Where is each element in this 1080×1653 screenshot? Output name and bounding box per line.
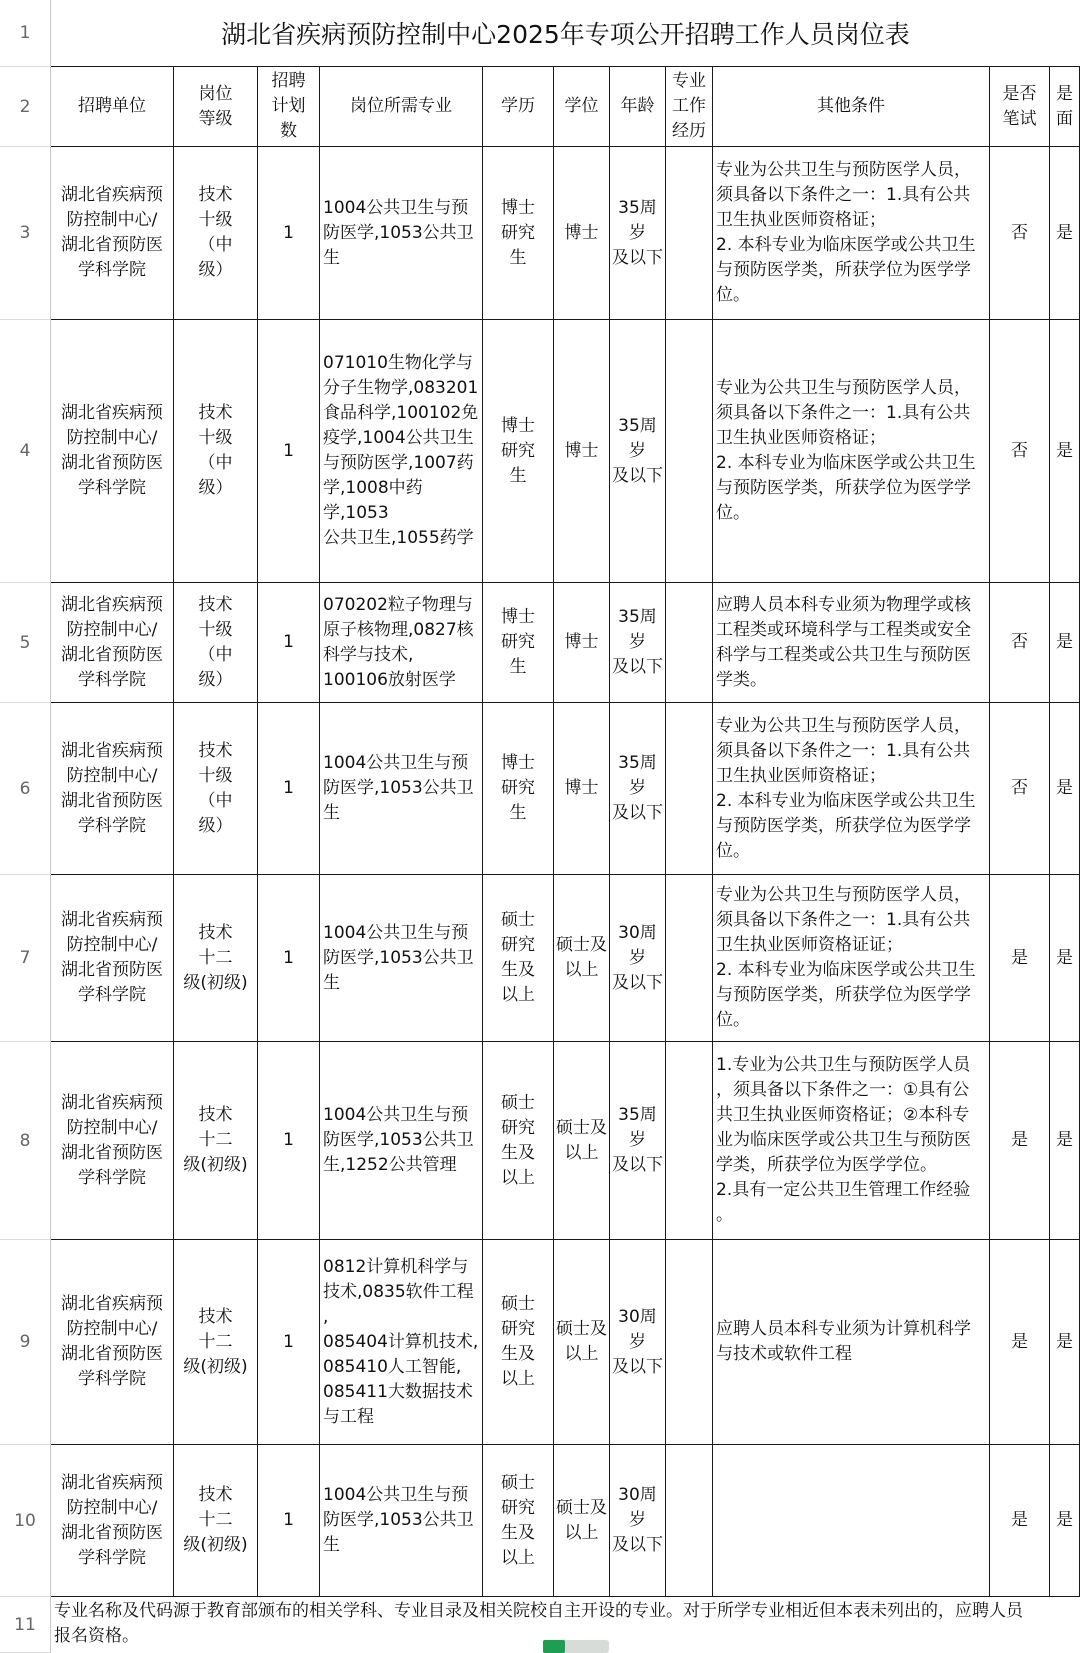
table-cell-level[interactable] [174,1240,258,1445]
cell-text-interview: 是 [1056,440,1073,461]
table-cell-edu[interactable] [483,875,554,1042]
row-number[interactable]: 1 [0,0,51,67]
cell-text-other: 应聘人员本科专业须为计算机科学 与技术或软件工程 [716,1319,971,1364]
cell-text-degree: 硕士及 以上 [556,1117,607,1163]
cell-text-level: 技术 十二 级(初级) [183,1105,248,1175]
cell-text-age: 35周 岁 及以下 [612,753,663,823]
table-cell-written[interactable] [990,583,1050,703]
cell-text-interview: 是 [1056,947,1073,968]
table-cell-written[interactable] [990,147,1050,320]
table-cell-count[interactable] [258,703,320,875]
header-cell[interactable] [713,67,990,147]
table-cell-age[interactable] [610,1240,666,1445]
table-cell-edu[interactable] [483,1240,554,1445]
cell-text-written: 是 [1011,1130,1028,1150]
cell-text-level: 技术 十级 （中 级） [198,185,233,280]
cell-text-count: 1 [283,1510,294,1530]
cell-text-unit: 湖北省疾病预 防控制中心/ 湖北省预防医 学科学院 [61,403,163,498]
cell-text-count: 1 [283,632,294,652]
table-cell-unit[interactable] [51,320,174,583]
footnote: 专业名称及代码源于教育部颁布的相关学科、专业目录及相关院校自主开设的专业。对于所学专业相近但本表未列出的，应聘人员 报名资格。 [54,1601,1023,1646]
cell-text-other: 专业为公共卫生与预防医学人员， 须具备以下条件之一：1.具有公共 卫生执业医师资格证； 2. 本科专业为临床医学或公共卫生 与预防医学类，所获学位为医学学 位。 [716,160,976,305]
page-title: 湖北省疾病预防控制中心2025年专项公开招聘工作人员岗位表 [51,0,1080,67]
table-cell-major[interactable] [320,703,483,875]
cell-text-major: 1004公共卫生与预 防医学,1053公共卫 生 [323,922,474,993]
table-cell-degree[interactable] [554,875,610,1042]
header-label: 其他条件 [817,96,885,116]
header-label: 招聘单位 [78,96,146,116]
header-label: 岗位 等级 [198,83,233,129]
cell-text-written: 否 [1011,440,1028,461]
cell-text-level: 技术 十二 级(初级) [183,922,248,993]
cell-text-interview: 是 [1056,632,1073,652]
cell-text-unit: 湖北省疾病预 防控制中心/ 湖北省预防医 学科学院 [61,1092,163,1188]
cell-text-interview: 是 [1056,778,1073,798]
table-cell-age[interactable] [610,1042,666,1240]
table-cell-major[interactable] [320,147,483,320]
table-cell-count[interactable] [258,147,320,320]
cell-text-major: 1004公共卫生与预 防医学,1053公共卫 生 [323,1485,474,1555]
table-cell-written[interactable] [990,1042,1050,1240]
table-cell-other[interactable] [713,1042,990,1240]
cell-text-age: 35周 岁 及以下 [612,607,663,677]
table-cell-written[interactable] [990,1445,1050,1597]
cell-text-edu: 硕士 研究 生及 以上 [501,1472,535,1568]
table-cell-other[interactable] [713,147,990,320]
table-cell-other[interactable] [713,320,990,583]
cell-text-interview: 是 [1056,1510,1073,1530]
table-cell-unit[interactable] [51,1445,174,1597]
cell-text-age: 30周 岁 及以下 [612,1485,663,1555]
table-cell-level[interactable] [174,583,258,703]
header-label: 是 面 [1056,83,1073,129]
table-cell-degree[interactable] [554,1240,610,1445]
cell-text-degree: 博士 [564,440,599,461]
table-cell-level[interactable] [174,320,258,583]
cell-text-written: 是 [1011,1331,1028,1352]
cell-text-level: 技术 十级 （中 级） [198,403,233,498]
cell-text-degree: 硕士及 以上 [556,1497,607,1543]
table-cell-other[interactable] [713,1240,990,1445]
cell-text-major: 1004公共卫生与预 防医学,1053公共卫 生 [323,753,474,823]
cell-text-interview: 是 [1056,1130,1073,1150]
table-cell-degree[interactable] [554,703,610,875]
table-cell-other[interactable] [713,875,990,1042]
row-number[interactable]: 10 [0,1445,51,1597]
table-cell-edu[interactable] [483,1042,554,1240]
table-cell-interview[interactable] [1050,147,1080,320]
cell-text-major: 070202粒子物理与 原子核物理,0827核 科学与技术, 100106放射医学 [323,594,474,690]
cell-text-other: 应聘人员本科专业须为物理学或核 工程类或环境科学与工程类或安全 科学与工程类或公共卫生与预防医 学类。 [716,594,971,690]
header-cell[interactable] [483,67,554,147]
cell-text-age: 35周 岁 及以下 [612,415,663,486]
table-cell-level[interactable] [174,147,258,320]
cell-text-count: 1 [283,1331,294,1352]
cell-text-other: 专业为公共卫生与预防医学人员， 须具备以下条件之一：1.具有公共 卫生执业医师资格证证； 2. 本科专业为临床医学或公共卫生 与预防医学类，所获学位为医学学 位。 [716,885,976,1030]
table-cell-count[interactable] [258,875,320,1042]
row-number[interactable]: 6 [0,703,51,875]
table-cell-exp[interactable] [666,147,713,320]
cell-text-age: 35周 岁 及以下 [612,1105,663,1175]
cell-text-degree: 博士 [564,632,599,652]
table-cell-unit[interactable] [51,583,174,703]
table-cell-age[interactable] [610,583,666,703]
table-cell-major[interactable] [320,1042,483,1240]
table-cell-other[interactable] [713,583,990,703]
table-cell-unit[interactable] [51,875,174,1042]
header-label: 招聘 计划 数 [271,71,306,141]
table-cell-exp[interactable] [666,1042,713,1240]
row-number[interactable]: 9 [0,1240,51,1445]
table-cell-exp[interactable] [666,583,713,703]
table-cell-exp[interactable] [666,1240,713,1445]
cell-text-major: 1004公共卫生与预 防医学,1053公共卫 生 [323,197,474,268]
table-cell-degree[interactable] [554,320,610,583]
cell-text-degree: 硕士及 以上 [556,935,607,980]
table-cell-count[interactable] [258,1042,320,1240]
table-cell-edu[interactable] [483,1445,554,1597]
cell-text-edu: 硕士 研究 生及 以上 [501,1092,535,1188]
table-cell-unit[interactable] [51,147,174,320]
cell-text-interview: 是 [1056,222,1073,243]
cell-text-degree: 博士 [564,778,599,798]
cell-text-edu: 博士 研究 生 [501,607,535,677]
cell-text-count: 1 [283,947,294,968]
cell-text-level: 技术 十二 级(初级) [183,1485,248,1555]
row-number[interactable]: 2 [0,67,51,147]
table-cell-age[interactable] [610,703,666,875]
table-cell-major[interactable] [320,320,483,583]
header-cell[interactable] [174,67,258,147]
header-label: 学位 [564,96,599,116]
row-number[interactable]: 5 [0,583,51,703]
cell-text-degree: 博士 [564,222,599,243]
cell-text-unit: 湖北省疾病预 防控制中心/ 湖北省预防医 学科学院 [61,740,163,836]
cell-text-count: 1 [283,778,294,798]
table-cell-major[interactable] [320,1445,483,1597]
table-cell-other[interactable] [713,1445,990,1597]
cell-text-unit: 湖北省疾病预 防控制中心/ 湖北省预防医 学科学院 [61,1294,163,1389]
table-cell-exp[interactable] [666,320,713,583]
row-number[interactable]: 11 [0,1597,51,1653]
cell-text-other: 1.专业为公共卫生与预防医学人员 ，须具备以下条件之一：①具有公 共卫生执业医师资格证；②本科专 业为临床医学或公共卫生与预防医 学类，所获学位为医学学位。 2.具有一定公共卫生管理工作经验 。 [716,1055,971,1225]
cell-text-major: 0812计算机科学与 技术,0835软件工程 , 085404计算机技术, 085410人工智能, 085411大数据技术 与工程 [323,1256,479,1427]
table-cell-interview[interactable] [1050,583,1080,703]
header-label: 专业 工作 经历 [672,71,706,141]
table-cell-level[interactable] [174,703,258,875]
table-cell-level[interactable] [174,875,258,1042]
cell-text-unit: 湖北省疾病预 防控制中心/ 湖北省预防医 学科学院 [61,1472,163,1568]
table-cell-level[interactable] [174,1445,258,1597]
table-cell-edu[interactable] [483,320,554,583]
header-label: 年龄 [620,96,655,116]
table-cell-count[interactable] [258,320,320,583]
header-label: 岗位所需专业 [350,96,452,116]
cell-text-major: 1004公共卫生与预 防医学,1053公共卫 生,1252公共管理 [323,1105,474,1175]
table-cell-count[interactable] [258,583,320,703]
row-number[interactable]: 8 [0,1042,51,1240]
table-cell-degree[interactable] [554,147,610,320]
table-cell-written[interactable] [990,1240,1050,1445]
cell-text-level: 技术 十级 （中 级） [198,740,233,836]
row-number[interactable]: 4 [0,320,51,583]
sheet-tab-active-indicator [543,1640,565,1653]
cell-text-count: 1 [283,440,294,461]
table-cell-unit[interactable] [51,1240,174,1445]
cell-text-other: 专业为公共卫生与预防医学人员， 须具备以下条件之一：1.具有公共 卫生执业医师资格证； 2. 本科专业为临床医学或公共卫生 与预防医学类，所获学位为医学学 位。 [716,378,976,523]
cell-text-unit: 湖北省疾病预 防控制中心/ 湖北省预防医 学科学院 [61,594,163,690]
table-cell-unit[interactable] [51,703,174,875]
table-cell-major[interactable] [320,875,483,1042]
table-cell-exp[interactable] [666,703,713,875]
table-cell-age[interactable] [610,320,666,583]
table-cell-interview[interactable] [1050,1042,1080,1240]
table-cell-degree[interactable] [554,1445,610,1597]
cell-text-edu: 博士 研究 生 [501,197,535,268]
cell-text-age: 35周 岁 及以下 [612,197,663,268]
table-cell-major[interactable] [320,583,483,703]
header-cell[interactable] [990,67,1050,147]
cell-text-count: 1 [283,1130,294,1150]
cell-text-degree: 硕士及 以上 [556,1319,607,1364]
table-cell-degree[interactable] [554,1042,610,1240]
cell-text-major: 071010生物化学与 分子生物学,083201 食品科学,100102免 疫学,1004公共卫生 与预防医学,1007药 学,1008中药学,1053 公共卫生,1055药学 [323,353,479,548]
cell-text-written: 否 [1011,222,1028,243]
header-cell[interactable] [1050,67,1080,147]
table-cell-interview[interactable] [1050,703,1080,875]
cell-text-count: 1 [283,222,294,243]
table-cell-unit[interactable] [51,1042,174,1240]
header-cell[interactable] [258,67,320,147]
cell-text-other: 专业为公共卫生与预防医学人员， 须具备以下条件之一：1.具有公共 卫生执业医师资格证； 2. 本科专业为临床医学或公共卫生 与预防医学类，所获学位为医学学 位。 [716,715,976,861]
header-cell[interactable] [554,67,610,147]
table-cell-age[interactable] [610,1445,666,1597]
table-cell-exp[interactable] [666,875,713,1042]
cell-text-edu: 博士 研究 生 [501,415,535,486]
table-cell-written[interactable] [990,703,1050,875]
table-cell-edu[interactable] [483,583,554,703]
cell-text-edu: 硕士 研究 生及 以上 [501,1294,535,1389]
table-cell-interview[interactable] [1050,320,1080,583]
table-cell-interview[interactable] [1050,1445,1080,1597]
header-label: 是否 笔试 [1002,83,1037,129]
cell-text-written: 否 [1011,778,1028,798]
table-cell-age[interactable] [610,147,666,320]
cell-text-written: 否 [1011,632,1028,652]
table-cell-interview[interactable] [1050,875,1080,1042]
table-cell-exp[interactable] [666,1445,713,1597]
cell-text-written: 是 [1011,947,1028,968]
row-number[interactable]: 7 [0,875,51,1042]
cell-text-unit: 湖北省疾病预 防控制中心/ 湖北省预防医 学科学院 [61,910,163,1005]
cell-text-age: 30周 岁 及以下 [612,922,663,993]
cell-text-interview: 是 [1056,1331,1073,1352]
table-cell-age[interactable] [610,875,666,1042]
table-cell-edu[interactable] [483,703,554,875]
table-cell-written[interactable] [990,875,1050,1042]
header-cell[interactable] [610,67,666,147]
row-number[interactable]: 3 [0,147,51,320]
table-cell-count[interactable] [258,1240,320,1445]
header-cell[interactable] [51,67,174,147]
table-cell-other[interactable] [713,703,990,875]
cell-text-unit: 湖北省疾病预 防控制中心/ 湖北省预防医 学科学院 [61,185,163,280]
cell-text-edu: 硕士 研究 生及 以上 [501,910,535,1005]
cell-text-written: 是 [1011,1510,1028,1530]
table-cell-degree[interactable] [554,583,610,703]
cell-text-edu: 博士 研究 生 [501,753,535,823]
header-cell[interactable] [666,67,713,147]
table-cell-written[interactable] [990,320,1050,583]
table-cell-edu[interactable] [483,147,554,320]
table-cell-major[interactable] [320,1240,483,1445]
cell-text-level: 技术 十二 级(初级) [183,1306,248,1377]
table-cell-interview[interactable] [1050,1240,1080,1445]
table-cell-level[interactable] [174,1042,258,1240]
header-cell[interactable] [320,67,483,147]
header-label: 学历 [501,96,535,116]
table-cell-count[interactable] [258,1445,320,1597]
cell-text-age: 30周 岁 及以下 [612,1306,663,1377]
cell-text-level: 技术 十级 （中 级） [198,594,233,690]
